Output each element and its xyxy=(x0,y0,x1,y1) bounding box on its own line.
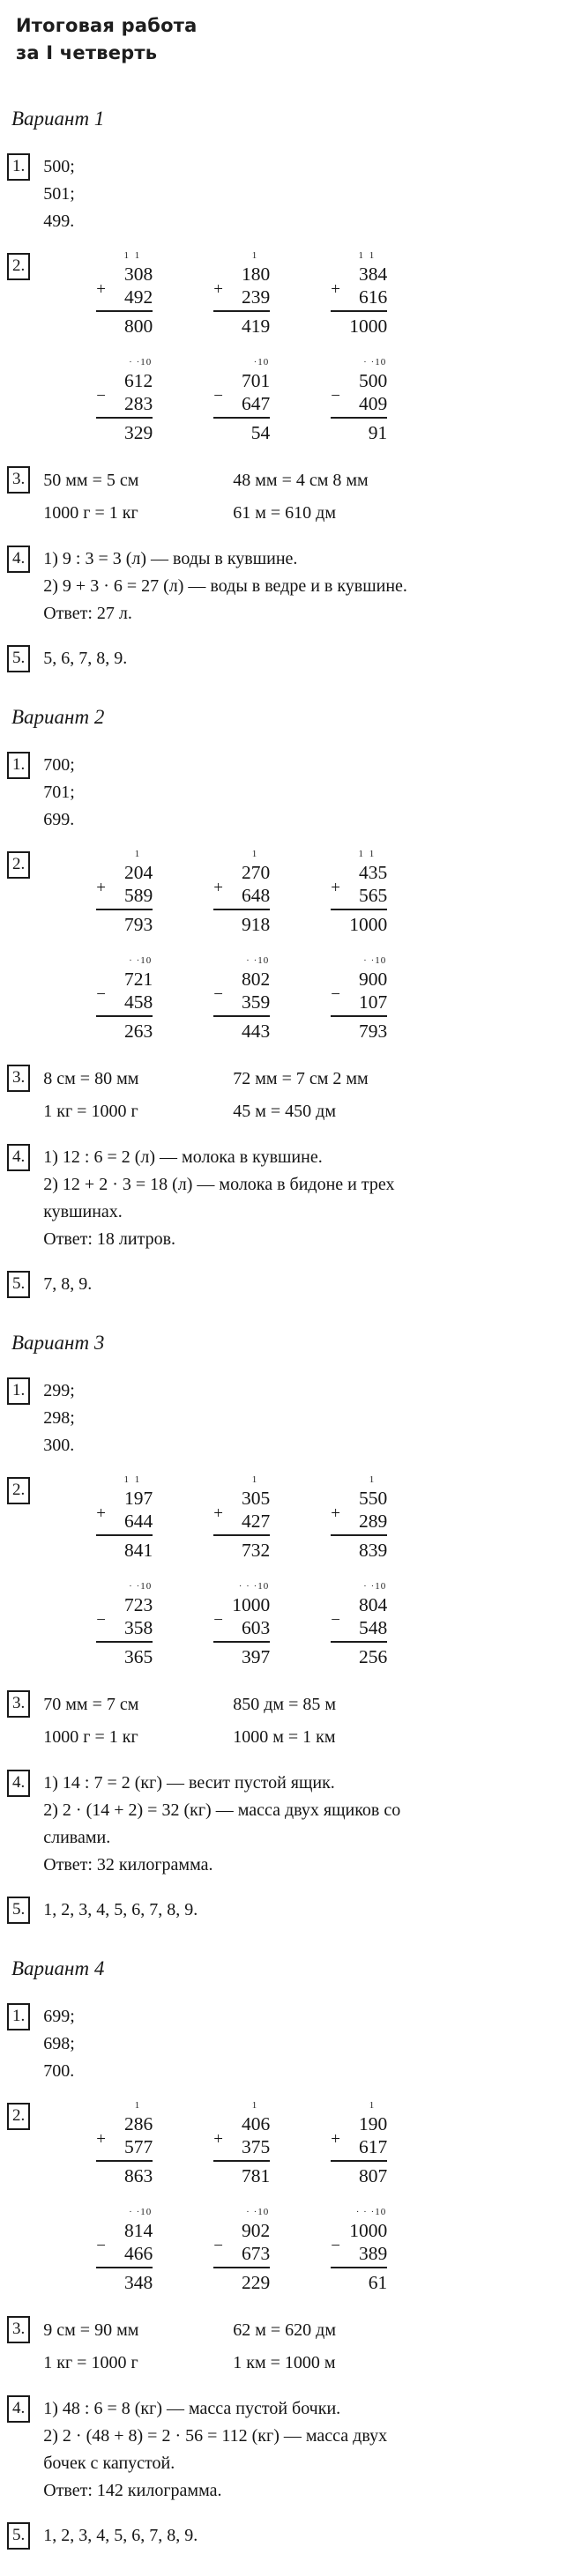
solution-line: сливами. xyxy=(43,1828,111,1847)
carry-marks: 1 1 xyxy=(123,1474,142,1485)
result-value: 263 xyxy=(124,1021,153,1042)
operands xyxy=(213,1487,270,1536)
addition-row xyxy=(96,249,569,338)
answer-line: 500; xyxy=(43,157,75,176)
problem-number-box: 1. xyxy=(7,1377,30,1405)
second-operand: 492 xyxy=(124,286,153,308)
column-addition xyxy=(331,2099,387,2188)
second-operand: 647 xyxy=(242,393,271,414)
result-value: 1000 xyxy=(349,914,388,935)
problem-number-box: 3. xyxy=(7,2316,30,2343)
second-operand: 289 xyxy=(359,1511,388,1532)
problem-3 xyxy=(7,1690,569,1752)
answer-line: 699; xyxy=(43,2007,75,2026)
operands xyxy=(331,968,387,1017)
minus-sign: − xyxy=(213,1610,223,1629)
carry-marks: 1 1 xyxy=(123,250,142,261)
problem-5-answer xyxy=(43,2522,569,2550)
solution-line: 1) 12 : 6 = 2 (л) — молока в кувшине. xyxy=(43,1147,323,1167)
plus-sign: + xyxy=(213,1503,223,1523)
variant-section xyxy=(0,1332,569,1924)
borrow-marks: · ·10 xyxy=(363,955,387,966)
conversion-equation: 1000 г = 1 кг xyxy=(43,1727,138,1747)
first-operand: 190 xyxy=(359,2113,388,2134)
operands xyxy=(96,861,153,910)
minus-sign: − xyxy=(213,2236,223,2255)
problem-5 xyxy=(7,1271,569,1298)
operands xyxy=(331,861,387,910)
operands xyxy=(96,2112,153,2162)
problem-3-conversions xyxy=(43,1690,569,1752)
problem-1-answers xyxy=(43,2003,569,2085)
operands xyxy=(96,2219,153,2268)
operands xyxy=(331,2112,387,2162)
solution-line: 1) 14 : 7 = 2 (кг) — весит пустой ящик. xyxy=(43,1773,335,1793)
subtraction-row xyxy=(96,356,569,445)
first-operand: 500 xyxy=(359,370,388,391)
plus-sign: + xyxy=(96,279,106,299)
subtraction-row xyxy=(96,1580,569,1669)
conversion-equation: 72 мм = 7 см 2 мм xyxy=(233,1069,369,1088)
first-operand: 902 xyxy=(242,2220,271,2241)
borrow-marks: · · ·10 xyxy=(355,2207,387,2217)
minus-sign: − xyxy=(213,984,223,1004)
operands xyxy=(331,2219,387,2268)
problem-3 xyxy=(7,1065,569,1126)
conversion-equation: 8 см = 80 мм xyxy=(43,1069,139,1088)
plus-sign: + xyxy=(331,279,340,299)
column-addition xyxy=(331,1474,387,1563)
first-operand: 197 xyxy=(124,1488,153,1509)
solution-line: 1) 48 : 6 = 8 (кг) — масса пустой бочки. xyxy=(43,2399,341,2418)
answer-line: 300. xyxy=(43,1436,75,1455)
first-operand: 204 xyxy=(124,862,153,883)
result-value: 54 xyxy=(250,422,271,443)
problem-5-answer xyxy=(43,1271,569,1298)
problem-4 xyxy=(7,1144,569,1253)
first-operand: 180 xyxy=(242,264,271,285)
solution-line: Ответ: 32 килограмма. xyxy=(43,1855,213,1874)
plus-sign: + xyxy=(213,878,223,897)
problem-number-box: 1. xyxy=(7,2003,30,2030)
operands xyxy=(331,1487,387,1536)
result-value: 91 xyxy=(368,422,388,443)
answer-line: 700. xyxy=(43,2061,75,2081)
column-subtraction xyxy=(331,1580,387,1669)
solution-line: Ответ: 27 л. xyxy=(43,604,132,623)
borrow-marks: · ·10 xyxy=(363,357,387,367)
problem-5-answer xyxy=(43,1897,569,1924)
second-operand: 409 xyxy=(359,393,388,414)
borrow-marks: · ·10 xyxy=(129,357,153,367)
problem-1 xyxy=(7,752,569,834)
result-value: 793 xyxy=(359,1021,388,1042)
result-value: 256 xyxy=(359,1646,388,1667)
solution-line: 2) 2 · (48 + 8) = 2 · 56 = 112 (кг) — масса двух xyxy=(43,2426,388,2446)
result-value: 800 xyxy=(124,316,153,337)
conversion-equation: 1000 м = 1 км xyxy=(233,1727,336,1747)
operands xyxy=(96,369,153,419)
carry-marks: 1 1 xyxy=(358,250,376,261)
second-operand: 466 xyxy=(124,2243,153,2264)
conversion-equation: 9 см = 90 мм xyxy=(43,2320,139,2340)
answer-line: 499. xyxy=(43,212,75,231)
first-operand: 721 xyxy=(124,969,153,990)
answer-line: 700; xyxy=(43,755,75,775)
borrow-marks: · ·10 xyxy=(363,1581,387,1592)
problem-1 xyxy=(7,2003,569,2085)
first-operand: 701 xyxy=(242,370,271,391)
solution-line: Ответ: 142 килограмма. xyxy=(43,2481,222,2500)
problem-4-solution xyxy=(43,546,569,627)
conversion-equation: 48 мм = 4 см 8 мм xyxy=(233,471,369,490)
result-value: 732 xyxy=(242,1540,271,1561)
operands xyxy=(96,1487,153,1536)
result-value: 1000 xyxy=(349,316,388,337)
digit-sequence: 1, 2, 3, 4, 5, 6, 7, 8, 9. xyxy=(43,1900,198,1919)
problem-number-box: 1. xyxy=(7,752,30,779)
minus-sign: − xyxy=(331,2236,340,2255)
operands xyxy=(213,2219,270,2268)
first-operand: 804 xyxy=(359,1594,388,1615)
problem-4 xyxy=(7,2395,569,2505)
second-operand: 617 xyxy=(359,2136,388,2157)
plus-sign: + xyxy=(96,1503,106,1523)
second-operand: 358 xyxy=(124,1617,153,1638)
column-addition xyxy=(96,1474,153,1563)
problem-1-answers xyxy=(43,153,569,235)
result-value: 329 xyxy=(124,422,153,443)
problem-3-conversions xyxy=(43,2316,569,2378)
variant-heading: Вариант 2 xyxy=(11,706,105,728)
column-addition xyxy=(331,848,387,937)
problem-2-arithmetic xyxy=(43,1474,569,1673)
operands xyxy=(213,968,270,1017)
first-operand: 305 xyxy=(242,1488,271,1509)
second-operand: 644 xyxy=(124,1511,153,1532)
problem-number-box: 1. xyxy=(7,153,30,181)
conversion-equation: 1 км = 1000 м xyxy=(233,2353,336,2372)
operands xyxy=(96,263,153,312)
problem-3 xyxy=(7,466,569,528)
conversion-equation: 1 кг = 1000 г xyxy=(43,2353,138,2372)
borrow-marks: · ·10 xyxy=(129,1581,153,1592)
second-operand: 389 xyxy=(359,2243,388,2264)
problem-4-solution xyxy=(43,1770,569,1879)
second-operand: 565 xyxy=(359,885,388,906)
first-operand: 1000 xyxy=(232,1594,271,1615)
carry-marks: 1 xyxy=(134,849,142,859)
plus-sign: + xyxy=(331,878,340,897)
borrow-marks: · ·10 xyxy=(129,955,153,966)
answer-line: 298; xyxy=(43,1408,75,1428)
solution-line: 1) 9 : 3 = 3 (л) — воды в кувшине. xyxy=(43,549,298,568)
column-subtraction xyxy=(331,2206,387,2295)
first-operand: 900 xyxy=(359,969,388,990)
minus-sign: − xyxy=(96,984,106,1004)
problem-2-arithmetic xyxy=(43,851,569,1047)
column-subtraction xyxy=(213,954,270,1043)
first-operand: 723 xyxy=(124,1594,153,1615)
second-operand: 359 xyxy=(242,991,271,1013)
problem-number-box: 5. xyxy=(7,1897,30,1924)
problem-5 xyxy=(7,645,569,672)
answer-line: 299; xyxy=(43,1381,75,1400)
first-operand: 550 xyxy=(359,1488,388,1509)
answer-line: 698; xyxy=(43,2034,75,2053)
operands xyxy=(213,2112,270,2162)
problem-number-box: 4. xyxy=(7,2395,30,2423)
conversion-equation: 70 мм = 7 см xyxy=(43,1695,139,1714)
problem-number-box: 4. xyxy=(7,1770,30,1797)
column-addition xyxy=(213,249,270,338)
second-operand: 283 xyxy=(124,393,153,414)
first-operand: 435 xyxy=(359,862,388,883)
column-addition xyxy=(96,2099,153,2188)
subtraction-row xyxy=(96,2206,569,2295)
first-operand: 814 xyxy=(124,2220,153,2241)
title-line-1: Итоговая работа xyxy=(16,15,198,36)
variant-heading: Вариант 3 xyxy=(11,1332,105,1354)
operands xyxy=(96,1593,153,1643)
result-value: 443 xyxy=(242,1021,271,1042)
problem-4 xyxy=(7,546,569,627)
operands xyxy=(213,263,270,312)
plus-sign: + xyxy=(213,2129,223,2149)
column-addition xyxy=(331,249,387,338)
borrow-marks: · ·10 xyxy=(246,2207,270,2217)
digit-sequence: 1, 2, 3, 4, 5, 6, 7, 8, 9. xyxy=(43,2526,198,2545)
borrow-marks: · · ·10 xyxy=(238,1581,270,1592)
second-operand: 375 xyxy=(242,2136,271,2157)
second-operand: 577 xyxy=(124,2136,153,2157)
problem-number-box: 4. xyxy=(7,546,30,573)
minus-sign: − xyxy=(96,2236,106,2255)
problem-3-conversions xyxy=(43,466,569,528)
plus-sign: + xyxy=(96,878,106,897)
page-title xyxy=(16,12,569,67)
carry-marks: 1 1 xyxy=(358,849,376,859)
problem-4-solution xyxy=(43,1144,569,1253)
carry-marks: 1 xyxy=(134,2100,142,2111)
variant-section xyxy=(0,108,569,672)
minus-sign: − xyxy=(331,984,340,1004)
result-value: 397 xyxy=(242,1646,271,1667)
result-value: 61 xyxy=(368,2272,388,2293)
result-value: 793 xyxy=(124,914,153,935)
problem-number-box: 3. xyxy=(7,1065,30,1092)
first-operand: 286 xyxy=(124,2113,153,2134)
operands xyxy=(213,1593,270,1643)
problem-5 xyxy=(7,1897,569,1924)
carry-marks: 1 xyxy=(251,849,259,859)
variant-section xyxy=(0,706,569,1298)
problem-2 xyxy=(7,851,569,1047)
result-value: 839 xyxy=(359,1540,388,1561)
column-addition xyxy=(96,249,153,338)
operands xyxy=(331,1593,387,1643)
problem-2-arithmetic xyxy=(43,250,569,449)
second-operand: 589 xyxy=(124,885,153,906)
plus-sign: + xyxy=(96,2129,106,2149)
first-operand: 308 xyxy=(124,264,153,285)
variant-heading: Вариант 4 xyxy=(11,1957,105,1979)
minus-sign: − xyxy=(331,386,340,405)
problem-2 xyxy=(7,1474,569,1673)
operands xyxy=(213,369,270,419)
problem-4-solution xyxy=(43,2395,569,2505)
problem-number-box: 5. xyxy=(7,2522,30,2550)
result-value: 781 xyxy=(242,2165,271,2186)
addition-row xyxy=(96,848,569,937)
column-subtraction xyxy=(213,356,270,445)
first-operand: 802 xyxy=(242,969,271,990)
first-operand: 406 xyxy=(242,2113,271,2134)
first-operand: 1000 xyxy=(349,2220,388,2241)
problem-2 xyxy=(7,250,569,449)
problem-3-conversions xyxy=(43,1065,569,1126)
minus-sign: − xyxy=(96,1610,106,1629)
addition-row xyxy=(96,2099,569,2188)
second-operand: 239 xyxy=(242,286,271,308)
second-operand: 548 xyxy=(359,1617,388,1638)
conversion-equation: 45 м = 450 дм xyxy=(233,1102,337,1121)
first-operand: 612 xyxy=(124,370,153,391)
variant-section xyxy=(0,1957,569,2550)
conversion-equation: 850 дм = 85 м xyxy=(233,1695,337,1714)
result-value: 229 xyxy=(242,2272,271,2293)
operands xyxy=(213,861,270,910)
plus-sign: + xyxy=(213,279,223,299)
second-operand: 458 xyxy=(124,991,153,1013)
operands xyxy=(331,263,387,312)
title-line-2: за I четверть xyxy=(16,42,158,63)
carry-marks: 1 xyxy=(369,1474,376,1485)
borrow-marks: ·10 xyxy=(253,357,270,367)
problem-1 xyxy=(7,153,569,235)
addition-row xyxy=(96,1474,569,1563)
problem-number-box: 3. xyxy=(7,1690,30,1718)
variant-heading: Вариант 1 xyxy=(11,108,105,130)
conversion-equation: 50 мм = 5 см xyxy=(43,471,139,490)
problem-number-box: 2. xyxy=(7,851,30,879)
solution-line: 2) 2 · (14 + 2) = 32 (кг) — масса двух ящиков со xyxy=(43,1800,401,1820)
conversion-equation: 1 кг = 1000 г xyxy=(43,1102,138,1121)
first-operand: 384 xyxy=(359,264,388,285)
digit-sequence: 7, 8, 9. xyxy=(43,1274,93,1294)
solution-line: кувшинах. xyxy=(43,1202,123,1221)
carry-marks: 1 xyxy=(251,1474,259,1485)
solution-line: 2) 9 + 3 · 6 = 27 (л) — воды в ведре и в кувшине. xyxy=(43,576,407,596)
borrow-marks: · ·10 xyxy=(129,2207,153,2217)
column-addition xyxy=(213,848,270,937)
problem-number-box: 3. xyxy=(7,466,30,494)
operands xyxy=(96,968,153,1017)
problem-2 xyxy=(7,2100,569,2298)
column-addition xyxy=(213,2099,270,2188)
problem-1-answers xyxy=(43,752,569,834)
problem-4 xyxy=(7,1770,569,1879)
second-operand: 616 xyxy=(359,286,388,308)
digit-sequence: 5, 6, 7, 8, 9. xyxy=(43,649,128,668)
problem-3 xyxy=(7,2316,569,2378)
column-subtraction xyxy=(96,356,153,445)
result-value: 348 xyxy=(124,2272,153,2293)
problem-number-box: 2. xyxy=(7,253,30,280)
problem-number-box: 4. xyxy=(7,1144,30,1171)
operands xyxy=(331,369,387,419)
column-subtraction xyxy=(96,2206,153,2295)
column-subtraction xyxy=(213,1580,270,1669)
borrow-marks: · ·10 xyxy=(246,955,270,966)
first-operand: 270 xyxy=(242,862,271,883)
carry-marks: 1 xyxy=(369,2100,376,2111)
result-value: 841 xyxy=(124,1540,153,1561)
variants-container xyxy=(0,108,569,2550)
problem-2-arithmetic xyxy=(43,2100,569,2298)
conversion-equation: 1000 г = 1 кг xyxy=(43,503,138,523)
problem-number-box: 2. xyxy=(7,2103,30,2130)
column-subtraction xyxy=(331,954,387,1043)
solution-line: Ответ: 18 литров. xyxy=(43,1229,176,1249)
answer-line: 699. xyxy=(43,810,75,829)
second-operand: 427 xyxy=(242,1511,271,1532)
carry-marks: 1 xyxy=(251,250,259,261)
column-subtraction xyxy=(96,1580,153,1669)
column-addition xyxy=(96,848,153,937)
problem-5-answer xyxy=(43,645,569,672)
result-value: 918 xyxy=(242,914,271,935)
second-operand: 673 xyxy=(242,2243,271,2264)
answer-line: 501; xyxy=(43,184,75,204)
result-value: 365 xyxy=(124,1646,153,1667)
problem-number-box: 5. xyxy=(7,645,30,672)
second-operand: 603 xyxy=(242,1617,271,1638)
problem-1-answers xyxy=(43,1377,569,1459)
column-subtraction xyxy=(213,2206,270,2295)
problem-number-box: 2. xyxy=(7,1477,30,1504)
minus-sign: − xyxy=(96,386,106,405)
conversion-equation: 61 м = 610 дм xyxy=(233,503,337,523)
result-value: 419 xyxy=(242,316,271,337)
second-operand: 648 xyxy=(242,885,271,906)
second-operand: 107 xyxy=(359,991,388,1013)
result-value: 863 xyxy=(124,2165,153,2186)
result-value: 807 xyxy=(359,2165,388,2186)
carry-marks: 1 xyxy=(251,2100,259,2111)
problem-number-box: 5. xyxy=(7,1271,30,1298)
conversion-equation: 62 м = 620 дм xyxy=(233,2320,337,2340)
plus-sign: + xyxy=(331,1503,340,1523)
column-addition xyxy=(213,1474,270,1563)
solution-line: бочек с капустой. xyxy=(43,2454,175,2473)
minus-sign: − xyxy=(331,1610,340,1629)
column-subtraction xyxy=(96,954,153,1043)
problem-1 xyxy=(7,1377,569,1459)
solution-line: 2) 12 + 2 · 3 = 18 (л) — молока в бидоне и трех xyxy=(43,1175,395,1194)
answer-line: 701; xyxy=(43,783,75,802)
column-subtraction xyxy=(331,356,387,445)
subtraction-row xyxy=(96,954,569,1043)
plus-sign: + xyxy=(331,2129,340,2149)
problem-5 xyxy=(7,2522,569,2550)
minus-sign: − xyxy=(213,386,223,405)
